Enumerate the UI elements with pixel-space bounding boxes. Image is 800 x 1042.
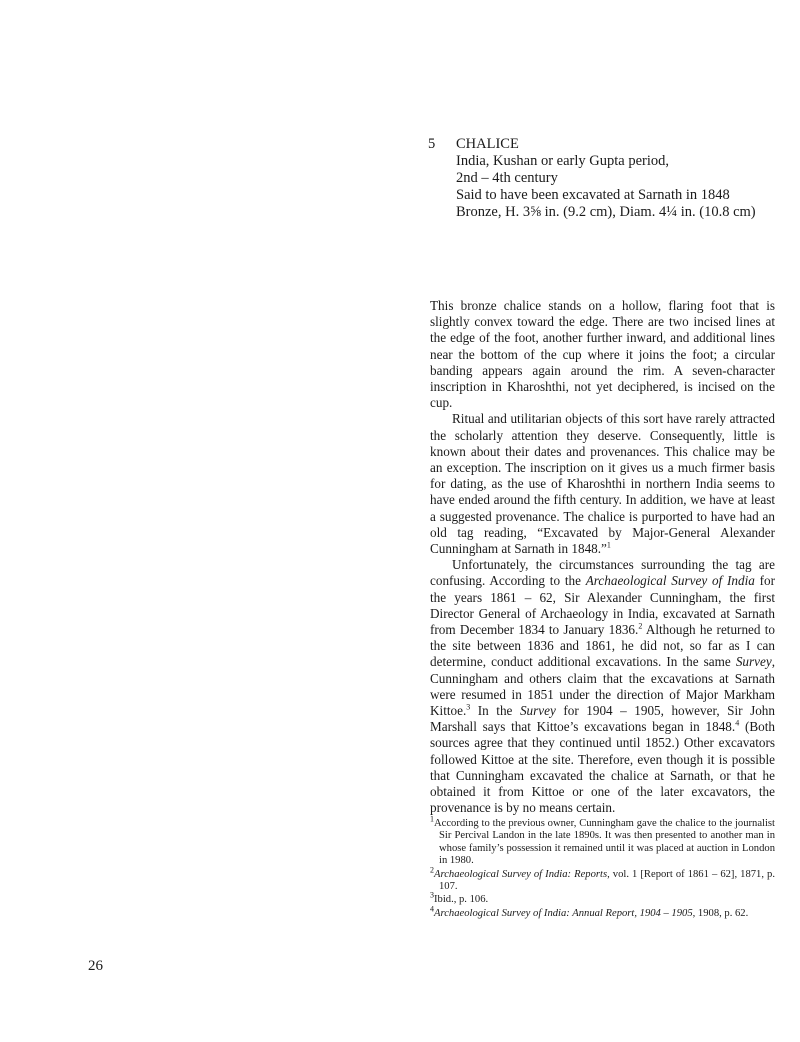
entry-number: 5 xyxy=(428,136,436,152)
entry-line: Said to have been excavated at Sarnath in 1848 xyxy=(456,187,730,203)
entry-line: India, Kushan or early Gupta period, xyxy=(456,153,670,169)
paragraph: Unfortunately, the circumstances surrounding the tag are confusing. According to the Archaeological Survey of India for the years 1861 – 62, Sir Alexander Cunningham, the first Director General of Archaeology in India, excavated at Sarnath from December 1834 to January 1836.$^2$ Although he returned to the site between 1836 and 1861, he did not, so far as I can determine, conduct additional excavations. In the same Survey, Cunningham and others claim that the excavations at Sarnath were resumed in 1851 under the direction of Major Markham Kittoe.$^3$ In the Survey for 1904 – 1905, however, Sir John Marshall says that Kittoe’s excavations began in 1848.$^4$ (Both sources agree that they continued until 1852.) Other excavators followed Kittoe at the site. Therefore, even though it is possible that Cunningham excavated the chalice at Sarnath, or that he obtained it from Kittoe or one of the later excavators, the provenance is by no means certain. xyxy=(430,557,775,816)
citation-title: Survey xyxy=(519,703,556,719)
footnote: $^2$Archaeological Survey of India: Reports, vol. 1 [Report of 1861 – 62], 1871, p. 107. xyxy=(430,865,775,893)
paragraph: Ritual and utilitarian objects of this sort have rarely attracted the scholarly attention they deserve. Consequently, little is known about their dates and provenances. This chalice may be an exception. The inscription on it gives us a much firmer basis for dating, as the use of Kharoshthi in northern India seems to have ended around the fifth century. In addition, we have at least a suggested provenance. The chalice is purported to have had an old tag reading, “Excavated by Major-General Alexander Cunningham at Sarnath in 1848.”$^1$ xyxy=(430,411,775,557)
footnote: $^1$According to the previous owner, Cunningham gave the chalice to the journalist Sir Percival Landon in the late 1890s. It was then presented to another man in whose family’s possession it remained until it was placed at auction in London in 1980. xyxy=(430,814,775,867)
catalog-entry-header xyxy=(428,136,768,221)
footnote: $^3$Ibid., p. 106. xyxy=(430,890,489,906)
footnote-ref: 1 xyxy=(606,540,611,550)
footnote-ref: 2 xyxy=(638,621,643,631)
paragraph: This bronze chalice stands on a hollow, flaring foot that is slightly convex toward the edge. There are two incised lines at the edge of the foot, another further inward, and additional lines near the bottom of the cup where it joins the foot; a circular banding appears again around the rim. A seven-character inscription in Kharoshthi, not yet deciphered, is incised on the cup. xyxy=(430,298,775,411)
page-number: 26 xyxy=(88,958,103,974)
entry-title: CHALICE xyxy=(456,136,519,152)
citation-title: Archaeological Survey of India xyxy=(585,573,755,589)
entry-details xyxy=(456,136,768,221)
citation-title: Survey xyxy=(735,654,772,670)
entry-line: Bronze, H. 3⅝ in. (9.2 cm), Diam. 4¼ in. (10.8 cm) xyxy=(456,204,756,220)
entry-line: 2nd – 4th century xyxy=(456,170,558,186)
footnote-ref: 3 xyxy=(466,702,471,712)
body-text xyxy=(430,298,775,817)
footnotes xyxy=(430,814,775,921)
footnote: $^4$Archaeological Survey of India: Annual Report, 1904 – 1905, 1908, p. 62. xyxy=(430,904,749,919)
footnote-ref: 4 xyxy=(735,718,740,728)
